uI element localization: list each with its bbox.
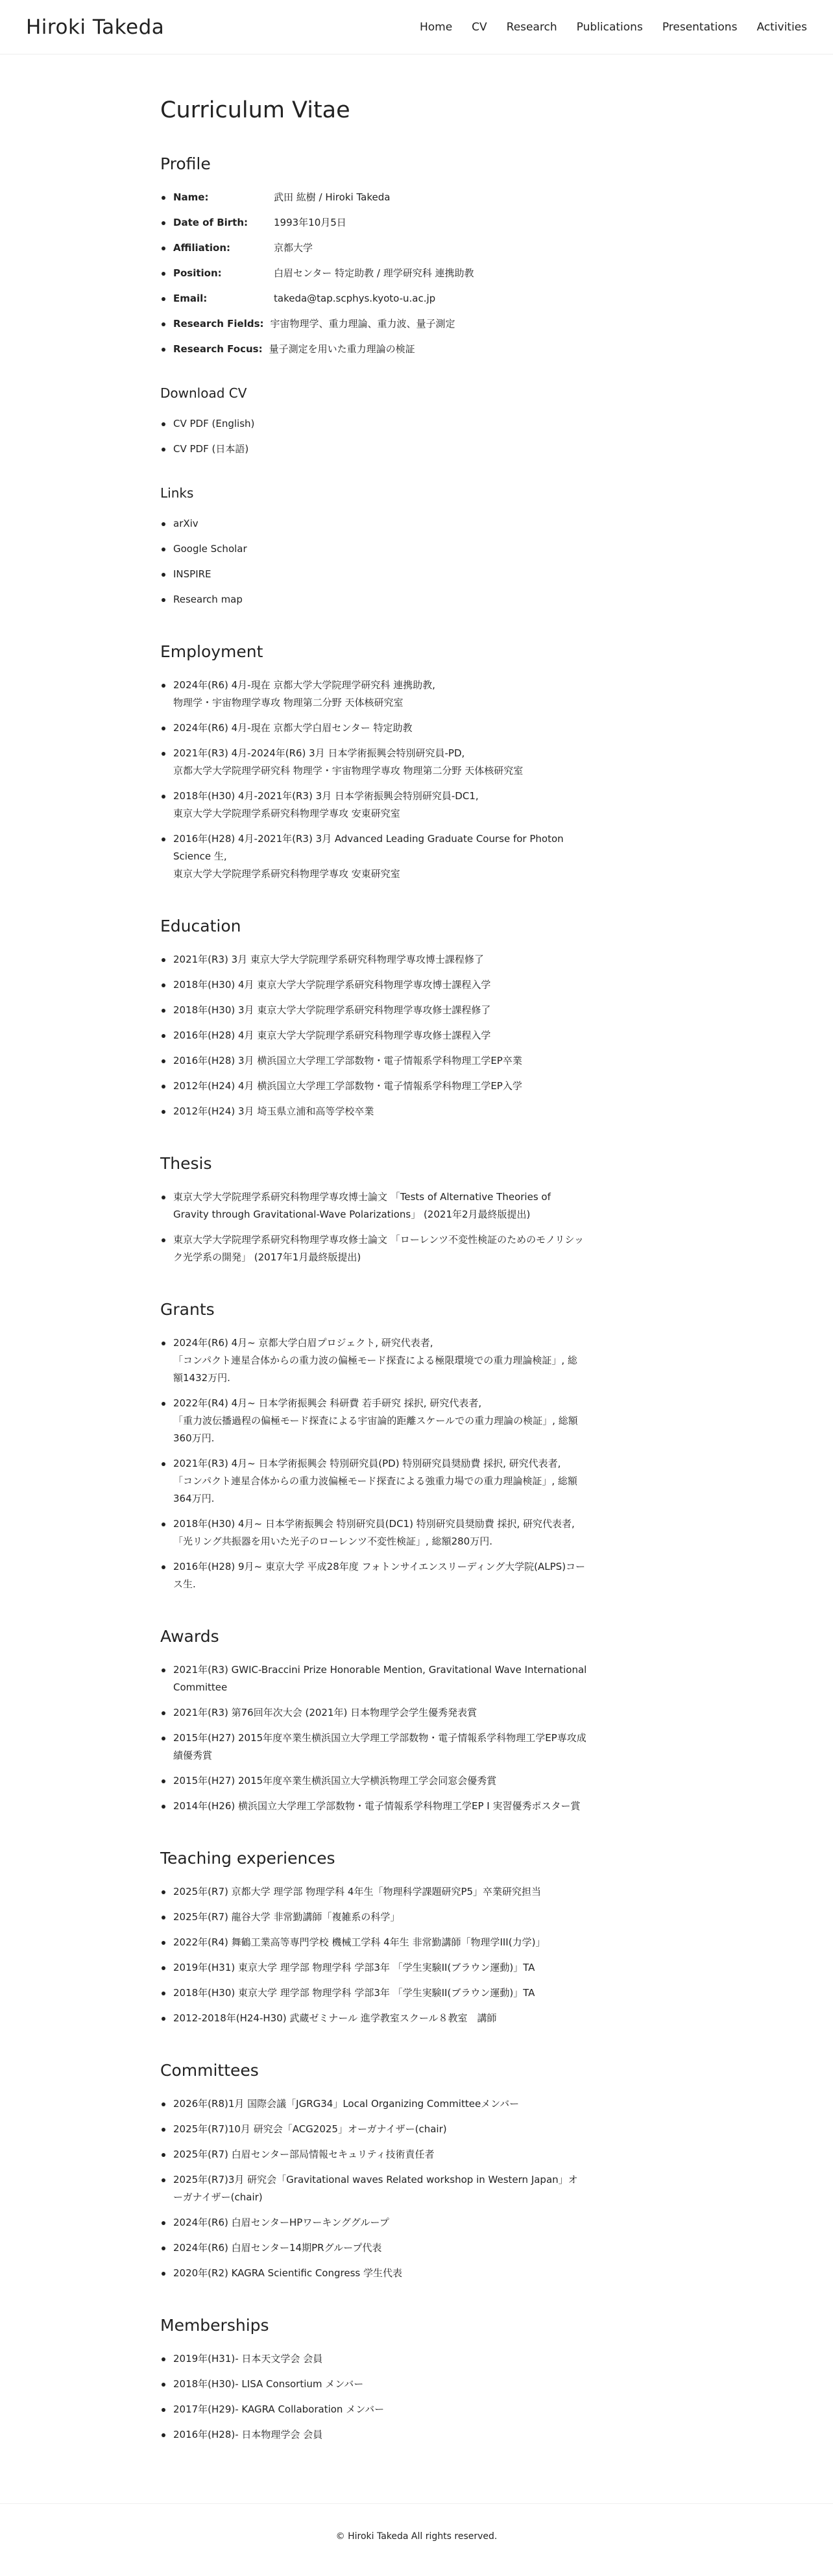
grant-item-line: 364万円. [173,1493,215,1504]
committees-list [160,2095,627,2282]
employment-item-line: 京都大学大学院理学研究科 物理学・宇宙物理学専攻 物理第二分野 天体核研究室 [173,765,524,776]
membership-item [160,2350,627,2368]
list-item [160,415,627,433]
employment-list [160,677,627,883]
employment-item-line: Science 生, [173,850,227,862]
committee-item [160,2265,627,2282]
profile-focus [160,341,627,358]
copyright-text: © Hiroki Takeda All rights reserved. [335,2531,498,2542]
teaching-item [160,1984,627,2002]
inspire-link[interactable]: INSPIRE [173,568,211,580]
profile-value: 量子測定を用いた重力理論の検証 [269,343,415,355]
award-item-line: 2015年(H27) 2015年度卒業生横浜国立大学理工学部数物・電子情報系学科物理工学EP専攻成 [173,1732,586,1744]
committee-item [160,2171,627,2206]
page-title: Curriculum Vitae [160,97,350,123]
employment-item-line: 2018年(H30) 4月-2021年(R3) 3月 日本学術振興会特別研究員-DC1, [173,790,479,802]
teaching-item [160,1883,627,1901]
grant-item [160,1395,627,1447]
employment-item-line: 2024年(R6) 4月-現在 京都大学大学院理学研究科 連携助教, [173,679,435,691]
employment-item-line: 東京大学大学院理学系研究科物理学専攻 安東研究室 [173,868,400,880]
profile-heading: Profile [160,154,211,173]
education-item-text: 2012年(H24) 4月 横浜国立大学理工学部数物・電子情報系学科物理工学EP入学 [173,1080,522,1092]
award-item [160,1661,627,1696]
profile-value: 宇宙物理学、重力理論、重力波、量子測定 [270,318,455,330]
employment-item-line: 物理学・宇宙物理学専攻 物理第二分野 天体核研究室 [173,697,404,708]
education-item [160,1103,627,1120]
committee-item-line: 2020年(R2) KAGRA Scientific Congress 学生代表 [173,2267,402,2279]
employment-item-line: 2024年(R6) 4月-現在 京都大学白眉センター 特定助教 [173,722,413,734]
links-list [160,515,627,608]
profile-key: Name: [173,191,209,203]
grant-item [160,1334,627,1387]
profile-key: Affiliation: [173,242,231,254]
teaching-item-text: 2012-2018年(H24-H30) 武蔵ゼミナール 進学教室スクール８教室 講師 [173,2012,497,2024]
grant-item-line: 2016年(H28) 9月~ 東京大学 平成28年度 フォトンサイエンスリーディング大学院(ALPS)コー [173,1561,586,1572]
links-heading: Links [160,485,194,501]
award-item-line: 2014年(H26) 横浜国立大学理工学部数物・電子情報系学科物理工学EP I 実習優秀ポスター賞 [173,1800,581,1812]
thesis-item-line: Gravity through Gravitational-Wave Polarizations」 (2021年2月最終版提出) [173,1209,531,1220]
committees-heading: Committees [160,2061,259,2080]
committee-item [160,2121,627,2138]
education-heading: Education [160,917,241,935]
google-scholar-link[interactable]: Google Scholar [173,543,247,555]
awards-list [160,1661,627,1815]
memberships-heading: Memberships [160,2316,269,2335]
grants-heading: Grants [160,1300,215,1319]
award-item-line: 2021年(R3) 第76回年次大会 (2021年) 日本物理学会学生優秀発表賞 [173,1707,477,1718]
site-header [0,0,833,54]
committee-item-line: 2025年(R7) 白眉センター部局情報セキュリティ技術責任者 [173,2149,435,2160]
cv-pdf-english-link[interactable]: CV PDF (English) [173,418,255,429]
download-heading: Download CV [160,385,247,401]
grant-item-line: 「コンパクト連星合体からの重力波偏極モード探査による強重力場での重力理論検証」, 総額 [173,1475,577,1487]
profile-key: Date of Birth: [173,217,248,228]
profile-list [160,189,627,358]
profile-key: Email: [173,293,208,304]
thesis-item [160,1188,627,1223]
committee-item-line: 2024年(R6) 白眉センター14期PRグループ代表 [173,2242,382,2254]
site-footer [0,2503,833,2568]
education-item-text: 2018年(H30) 4月 東京大学大学院理学系研究科物理学専攻博士課程入学 [173,979,491,991]
education-item [160,951,627,969]
teaching-item-text: 2018年(H30) 東京大学 理学部 物理学科 学部3年 「学生実験II(ブラウン運動)」TA [173,1987,535,1999]
teaching-item [160,1959,627,1977]
grant-item-line: 360万円. [173,1432,215,1444]
list-item [160,566,627,583]
profile-key: Position: [173,267,222,279]
membership-item-text: 2017年(H29)- KAGRA Collaboration メンバー [173,2403,385,2415]
main-nav [400,21,807,34]
thesis-item-line: 東京大学大学院理学系研究科物理学専攻博士論文 「Tests of Alternative Theories of [173,1191,551,1203]
employment-heading: Employment [160,642,263,661]
education-item [160,976,627,994]
education-item [160,1002,627,1019]
list-item [160,540,627,558]
award-item-line: 績優秀賞 [173,1750,213,1761]
profile-value: 白眉センター 特定助教 / 理学研究科 連携助教 [274,267,474,279]
employment-item-line: 2016年(H28) 4月-2021年(R3) 3月 Advanced Leading Graduate Course for Photon [173,833,564,845]
nav-home[interactable]: Home [419,20,453,34]
membership-item-text: 2016年(H28)- 日本物理学会 会員 [173,2429,323,2440]
grant-item [160,1515,627,1550]
committee-item [160,2239,627,2257]
award-item [160,1798,627,1815]
membership-item-text: 2019年(H31)- 日本天文学会 会員 [173,2353,323,2365]
cv-content [160,54,627,2477]
award-item [160,1704,627,1722]
award-item-line: Committee [173,1681,228,1693]
profile-position [160,265,627,282]
profile-value: 1993年10月5日 [274,217,346,228]
education-item-text: 2012年(H24) 3月 埼玉県立浦和高等学校卒業 [173,1105,374,1117]
profile-value: takeda@tap.scphys.kyoto-u.ac.jp [274,293,436,304]
profile-fields [160,315,627,333]
nav-presentations[interactable]: Presentations [662,20,738,34]
committee-item [160,2214,627,2232]
grant-item-line: 2024年(R6) 4月~ 京都大学白眉プロジェクト, 研究代表者, [173,1337,433,1349]
grant-item-line: ス生. [173,1578,196,1590]
education-item [160,1052,627,1070]
profile-key: Research Focus: [173,343,263,355]
teaching-item-text: 2022年(R4) 舞鶴工業高等専門学校 機械工学科 4年生 非常勤講師「物理学III(力学)」 [173,1936,546,1948]
employment-item [160,830,627,883]
grant-item [160,1455,627,1508]
education-list [160,951,627,1120]
education-item-text: 2016年(H28) 3月 横浜国立大学理工学部数物・電子情報系学科物理工学EP卒業 [173,1055,522,1066]
membership-item [160,2401,627,2418]
committee-item [160,2146,627,2163]
memberships-list [160,2350,627,2444]
employment-item [160,745,627,780]
grants-list [160,1334,627,1593]
list-item [160,440,627,458]
teaching-list [160,1883,627,2027]
teaching-item [160,1908,627,1926]
nav-activities[interactable]: Activities [756,20,807,34]
research-map-link[interactable]: Research map [173,594,243,605]
education-item-text: 2016年(H28) 4月 東京大学大学院理学系研究科物理学専攻修士課程入学 [173,1029,491,1041]
teaching-item-text: 2025年(R7) 龍谷大学 非常勤講師「複雑系の科学」 [173,1911,400,1923]
thesis-item-line: ク光学系の開発」 (2017年1月最終版提出) [173,1251,361,1263]
thesis-list [160,1188,627,1266]
site-title-link[interactable]: Hiroki Takeda [26,15,165,39]
list-item [160,515,627,533]
committee-item-line: 2024年(R6) 白眉センターHPワーキンググループ [173,2217,389,2228]
profile-key: Research Fields: [173,318,264,330]
grant-item-line: 2018年(H30) 4月~ 日本学術振興会 特別研究員(DC1) 特別研究員奨励費 採択, 研究代表者, [173,1518,575,1530]
awards-heading: Awards [160,1627,219,1646]
grant-item-line: 「重力波伝播過程の偏極モード探査による宇宙論的距離スケールでの重力理論の検証」, 総額 [173,1415,578,1426]
thesis-item [160,1231,627,1266]
nav-publications[interactable]: Publications [576,20,643,34]
grant-item-line: 2021年(R3) 4月~ 日本学術振興会 特別研究員(PD) 特別研究員奨励費 採択, 研究代表者, [173,1458,561,1469]
teaching-heading: Teaching experiences [160,1849,335,1868]
grant-item-line: 額1432万円. [173,1372,230,1384]
education-item-text: 2018年(H30) 3月 東京大学大学院理学系研究科物理学専攻修士課程修了 [173,1004,491,1016]
committee-item-line: ーガナイザー(chair) [173,2191,263,2203]
thesis-heading: Thesis [160,1154,212,1173]
grant-item-line: 「コンパクト連星合体からの重力波の偏極モード探査による極限環境での重力理論検証」, 総 [173,1354,577,1366]
profile-birth [160,214,627,232]
profile-affiliation [160,239,627,257]
employment-item-line: 東京大学大学院理学系研究科物理学専攻 安東研究室 [173,808,400,819]
committee-item [160,2095,627,2113]
award-item [160,1772,627,1790]
profile-name [160,189,627,206]
profile-email [160,290,627,307]
grant-item [160,1558,627,1593]
membership-item [160,2426,627,2444]
teaching-item [160,1934,627,1951]
award-item-line: 2015年(H27) 2015年度卒業生横浜国立大学横浜物理工学会同窓会優秀賞 [173,1775,497,1787]
employment-item [160,719,627,737]
committee-item-line: 2026年(R8)1月 国際会議「JGRG34」Local Organizing Committeeメンバー [173,2098,520,2110]
education-item [160,1077,627,1095]
committee-item-line: 2025年(R7)3月 研究会「Gravitational waves Related workshop in Western Japan」オ [173,2174,578,2185]
profile-value: 京都大学 [274,242,313,254]
nav-cv[interactable]: CV [472,20,487,34]
employment-item [160,677,627,712]
education-item-text: 2021年(R3) 3月 東京大学大学院理学系研究科物理学専攻博士課程修了 [173,954,484,965]
grant-item-line: 「光リング共振器を用いた光子のローレンツ不変性検証」, 総額280万円. [173,1535,492,1547]
committee-item-line: 2025年(R7)10月 研究会「ACG2025」オーガナイザー(chair) [173,2123,447,2135]
employment-item-line: 2021年(R3) 4月-2024年(R6) 3月 日本学術振興会特別研究員-PD, [173,747,465,759]
teaching-item-text: 2019年(H31) 東京大学 理学部 物理学科 学部3年 「学生実験II(ブラウン運動)」TA [173,1962,535,1973]
download-list [160,415,627,458]
nav-research[interactable]: Research [506,20,557,34]
award-item-line: 2021年(R3) GWIC-Braccini Prize Honorable Mention, Gravitational Wave International [173,1664,587,1676]
membership-item [160,2376,627,2393]
list-item [160,591,627,608]
teaching-item-text: 2025年(R7) 京都大学 理学部 物理学科 4年生「物理科学課題研究P5」卒業研究担当 [173,1886,542,1897]
membership-item-text: 2018年(H30)- LISA Consortium メンバー [173,2378,364,2390]
award-item [160,1729,627,1764]
education-item [160,1027,627,1044]
cv-pdf-japanese-link[interactable]: CV PDF (日本語) [173,443,249,455]
thesis-item-line: 東京大学大学院理学系研究科物理学専攻修士論文 「ローレンツ不変性検証のためのモノリシッ [173,1234,585,1246]
employment-item [160,788,627,823]
profile-value: 武田 紘樹 / Hiroki Takeda [274,191,391,203]
teaching-item [160,2010,627,2027]
arxiv-link[interactable]: arXiv [173,518,199,529]
grant-item-line: 2022年(R4) 4月~ 日本学術振興会 科研費 若手研究 採択, 研究代表者, [173,1397,482,1409]
